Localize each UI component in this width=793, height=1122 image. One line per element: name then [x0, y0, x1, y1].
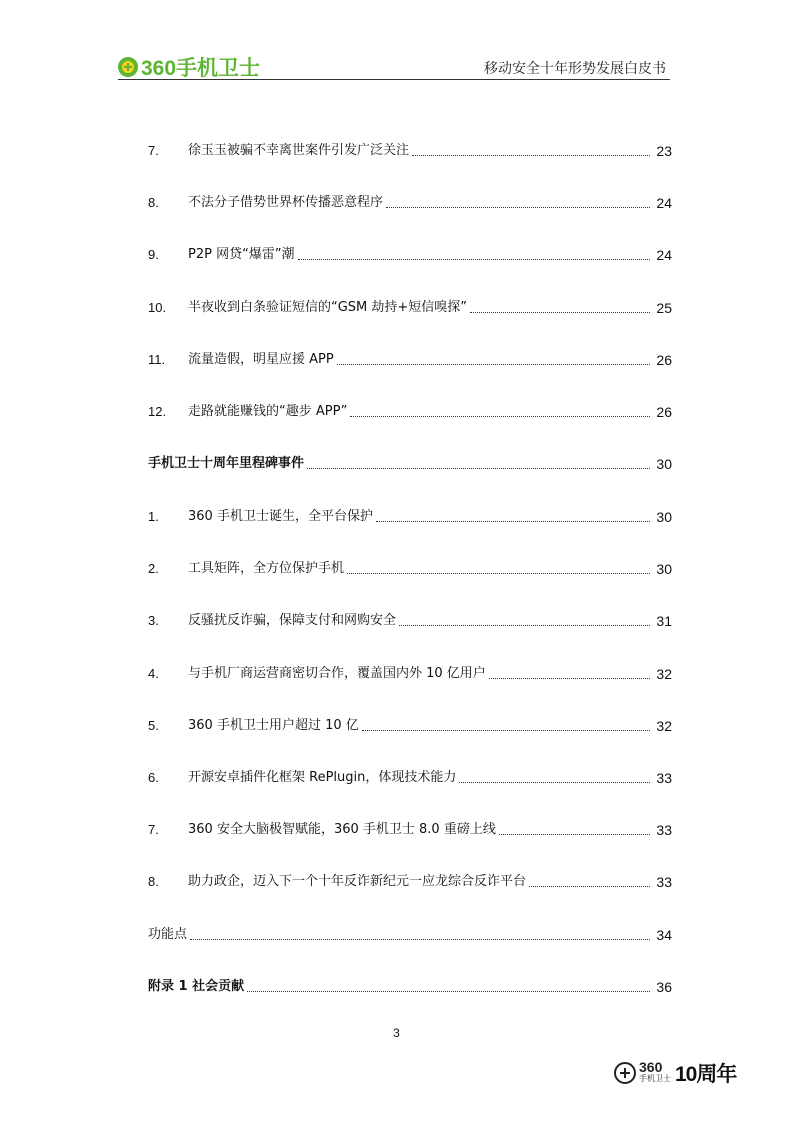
toc-entry-page: 32 [656, 718, 672, 734]
toc-section-title: 附录 1 社会贡献 [148, 979, 245, 994]
toc-entry[interactable] [148, 506, 672, 526]
header-divider [118, 79, 670, 80]
toc-entry-number: 1. [148, 509, 159, 524]
toc-entry[interactable] [148, 140, 672, 160]
toc-entry-page: 33 [656, 770, 672, 786]
toc-leader-dots [386, 206, 650, 208]
plus-shield-icon [118, 57, 138, 77]
toc-entry-title: 半夜收到白条验证短信的“GSM 劫持+短信嗅探” [188, 300, 468, 315]
toc-entry-title: 流量造假，明星应援 APP [188, 352, 334, 367]
toc-entry-number: 7. [148, 822, 159, 837]
toc-entry-number: 8. [148, 195, 159, 210]
toc-leader-dots [470, 311, 650, 313]
toc-entry-page: 34 [656, 927, 672, 943]
toc-leader-dots [376, 520, 650, 522]
toc-entry-page: 31 [656, 613, 672, 629]
toc-entry-number: 10. [148, 300, 167, 315]
toc-section-title: 功能点 [148, 927, 188, 942]
toc-leader-dots [190, 938, 650, 940]
toc-entry-title: 助力政企，迈入下一个十年反诈新纪元一应龙综合反诈平台 [188, 874, 527, 889]
toc-entry[interactable] [148, 715, 672, 735]
toc-entry-number: 8. [148, 874, 159, 889]
toc-entry-title: 360 手机卫士用户超过 10 亿 [188, 718, 359, 733]
brand-logo [118, 54, 260, 80]
toc-entry-page: 36 [656, 979, 672, 995]
footer-logo-360: 360 [639, 1059, 663, 1075]
brand-logo-text: 360手机卫士 [141, 57, 261, 80]
page-header [118, 52, 670, 80]
toc-entry-page: 33 [656, 874, 672, 890]
toc-leader-dots [529, 885, 650, 887]
toc-entry-title: 徐玉玉被骗不幸离世案件引发广泛关注 [188, 143, 410, 158]
toc-section-entry[interactable] [148, 976, 672, 996]
toc-entry[interactable] [148, 610, 672, 630]
toc-entry[interactable] [148, 349, 672, 369]
toc-leader-dots [489, 677, 651, 679]
toc-entry-page: 30 [656, 456, 672, 472]
toc-entry-number: 3. [148, 613, 159, 628]
toc-entry[interactable] [148, 401, 672, 421]
toc-entry-title: P2P 网贷“爆雷”潮 [188, 247, 295, 262]
toc-entry-page: 26 [656, 404, 672, 420]
toc-section-entry[interactable] [148, 453, 672, 473]
toc-leader-dots [399, 624, 650, 626]
toc-entry-number: 12. [148, 404, 167, 419]
toc-leader-dots [347, 572, 650, 574]
toc-leader-dots [362, 729, 651, 731]
toc-entry-page: 24 [656, 247, 672, 263]
document-title: 移动安全十年形势发展白皮书 [484, 61, 666, 77]
toc-entry-number: 7. [148, 143, 159, 158]
toc-leader-dots [459, 781, 650, 783]
toc-entry-title: 工具矩阵，全方位保护手机 [188, 561, 345, 576]
toc-leader-dots [337, 363, 651, 365]
toc-entry[interactable] [148, 819, 672, 839]
toc-entry-page: 30 [656, 561, 672, 577]
page-number: 3 [393, 1026, 400, 1040]
toc-entry-title: 开源安卓插件化框架 RePlugin，体现技术能力 [188, 770, 457, 785]
toc-entry-number: 11. [148, 352, 166, 367]
toc-leader-dots [307, 467, 650, 469]
footer-logo-text [639, 1059, 671, 1084]
toc-entry-page: 32 [656, 666, 672, 682]
toc-entry-number: 9. [148, 247, 159, 262]
toc-entry[interactable] [148, 297, 672, 317]
toc-entry-number: 4. [148, 666, 159, 681]
toc-leader-dots [298, 258, 651, 260]
footer-anniversary-text: 10周年 [675, 1063, 737, 1086]
toc-entry-page: 26 [656, 352, 672, 368]
toc-entry[interactable] [148, 558, 672, 578]
toc-entry-page: 23 [656, 143, 672, 159]
toc-entry[interactable] [148, 192, 672, 212]
toc-entry[interactable] [148, 244, 672, 264]
toc-entry[interactable] [148, 663, 672, 683]
toc-leader-dots [247, 990, 650, 992]
plus-circle-icon [614, 1062, 636, 1084]
toc-entry[interactable] [148, 767, 672, 787]
toc-entry-page: 30 [656, 509, 672, 525]
toc-entry-page: 33 [656, 822, 672, 838]
toc-leader-dots [350, 415, 650, 417]
toc-section-title: 手机卫士十周年里程碑事件 [148, 456, 305, 471]
toc-leader-dots [499, 833, 651, 835]
footer-anniversary-logo [614, 1058, 736, 1088]
toc-entry-title: 与手机厂商运营商密切合作，覆盖国内外 10 亿用户 [188, 666, 486, 681]
toc-entry-title: 反骚扰反诈骗，保障支付和网购安全 [188, 613, 397, 628]
toc-entry-title: 360 安全大脑极智赋能，360 手机卫士 8.0 重磅上线 [188, 822, 496, 837]
toc-entry-title: 走路就能赚钱的“趣步 APP” [188, 404, 348, 419]
toc-entry-number: 6. [148, 770, 159, 785]
toc-entry-number: 5. [148, 718, 159, 733]
toc-leader-dots [412, 154, 650, 156]
toc-section-entry[interactable] [148, 924, 672, 944]
toc-entry-page: 25 [656, 300, 672, 316]
toc-entry-number: 2. [148, 561, 159, 576]
toc-entry[interactable] [148, 871, 672, 891]
footer-logo-sub: 手机卫士 [639, 1074, 671, 1083]
toc-entry-page: 24 [656, 195, 672, 211]
toc-entry-title: 不法分子借势世界杯传播恶意程序 [188, 195, 384, 210]
toc-entry-title: 360 手机卫士诞生，全平台保护 [188, 509, 373, 524]
